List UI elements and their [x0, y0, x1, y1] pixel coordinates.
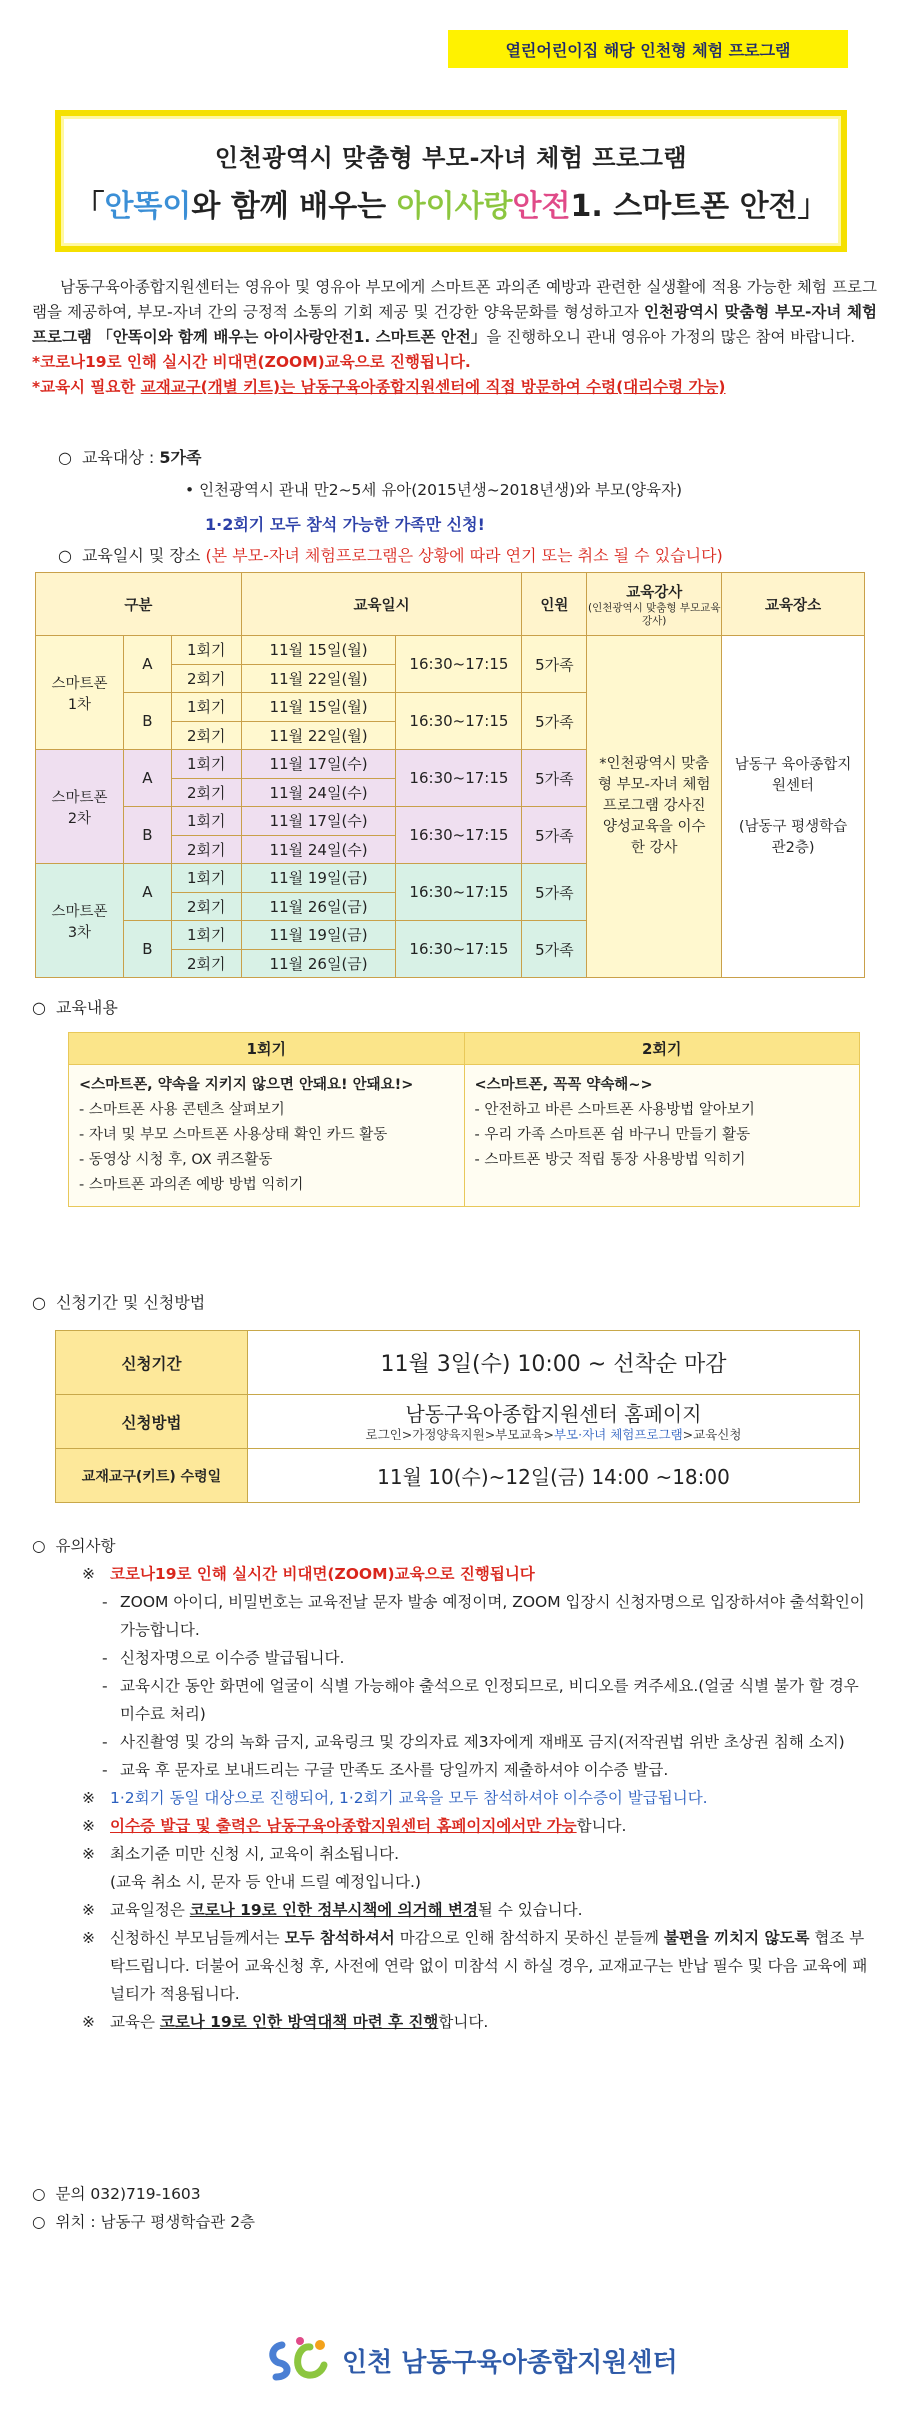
session-cell: 1회기 — [171, 864, 241, 893]
title-part-c: 아이사랑 — [396, 188, 513, 224]
location-cell — [722, 636, 865, 978]
people-cell: 5가족 — [522, 636, 587, 693]
notes-section — [32, 1532, 877, 2036]
note-ref-4-a: 교육일정은 — [110, 1901, 190, 1919]
list-item: - 스마트폰 과의존 예방 방법 익히기 — [79, 1177, 304, 1193]
time-cell: 16:30~17:15 — [396, 921, 522, 978]
title-line1: 인천광역시 맞춤형 부모-자녀 체험 프로그램 — [214, 143, 688, 172]
content-col1 — [69, 1065, 465, 1207]
target-highlight: 1·2회기 모두 참석 가능한 가족만 신청! — [205, 515, 485, 534]
note-ref-3 — [32, 1840, 877, 1896]
class-cell: B — [123, 807, 171, 864]
date-cell: 11월 24일(수) — [241, 778, 396, 807]
header-instructor — [587, 573, 722, 636]
notes-label: 유의사항 — [55, 1537, 116, 1555]
note-ref-4 — [32, 1896, 877, 1924]
apply-label: 신청기간 및 신청방법 — [55, 1293, 206, 1312]
session-cell: 1회기 — [171, 807, 241, 836]
reference-mark-icon: ※ — [82, 1901, 95, 1919]
reference-mark-icon: ※ — [82, 1565, 95, 1583]
group-cell: 스마트폰 1차 — [36, 636, 124, 750]
date-cell: 11월 17일(수) — [241, 807, 396, 836]
note-ref-2-a: 이수증 발급 및 출력은 남동구육아종합지원센터 홈페이지에서만 가능 — [110, 1817, 577, 1835]
header-datetime: 교육일시 — [241, 573, 522, 636]
apply-method-value — [248, 1395, 860, 1449]
people-cell: 5가족 — [522, 807, 587, 864]
note-item: - 교육 후 문자로 보내드리는 구글 만족도 조사를 당일까지 제출하셔야 이수증 발급. — [32, 1756, 877, 1784]
time-cell: 16:30~17:15 — [396, 636, 522, 693]
note-item-text: 교육 후 문자로 보내드리는 구글 만족도 조사를 당일까지 제출하셔야 이수증 발급. — [120, 1761, 669, 1779]
date-cell: 11월 15일(월) — [241, 693, 396, 722]
session-cell: 1회기 — [171, 921, 241, 950]
list-item: - 스마트폰 사용 콘텐츠 살펴보기 — [79, 1102, 285, 1118]
apply-period-value: 11월 3일(수) 10:00 ~ 선착순 마감 — [248, 1331, 860, 1395]
program-badge: 열린어린이집 해당 인천형 체험 프로그램 — [448, 30, 848, 68]
contact-section — [32, 2180, 255, 2236]
date-cell: 11월 26일(금) — [241, 892, 396, 921]
intro-text-a: 남동구육아종합지원센터는 영유아 및 영유아 부모에게 스마트폰 과의존 예방과 관련한 실생활에 적용 가능한 체험 프로그램을 제공하여, 부모-자녀 간의 긍정적 소통의 기회 제공 및 건강한 양육문화를 형성하고자 — [32, 278, 877, 321]
date-cell: 11월 24일(수) — [241, 835, 396, 864]
class-cell: A — [123, 864, 171, 921]
apply-heading — [32, 1290, 205, 1313]
instructor-cell: *인천광역시 맞춤형 부모-자녀 체험 프로그램 강사진 양성교육을 이수한 강사 — [587, 636, 722, 978]
target-value: 5가족 — [159, 448, 202, 467]
class-cell: B — [123, 921, 171, 978]
circle-bullet-icon: ○ — [32, 2185, 46, 2203]
note-zoom — [32, 1560, 877, 1588]
list-item: - 안전하고 바른 스마트폰 사용방법 알아보기 — [474, 1102, 755, 1118]
circle-bullet-icon: ○ — [32, 1293, 46, 1312]
note-item: - 사진촬영 및 강의 녹화 금지, 교육링크 및 강의자료 제3자에게 재배포 금지(저작권법 위반 초상권 침해 소지) — [32, 1728, 877, 1756]
session-cell: 2회기 — [171, 778, 241, 807]
content-col2-header: 2회기 — [464, 1033, 860, 1065]
class-cell: A — [123, 636, 171, 693]
schedule-heading — [58, 543, 723, 566]
note-ref-5-a: 신청하신 부모님들께서는 — [110, 1929, 285, 1947]
class-cell: A — [123, 750, 171, 807]
reference-mark-icon: ※ — [82, 1845, 95, 1863]
path-a: 로그인>가정양육지원>부모교육> — [365, 1426, 554, 1442]
title-part-b: 와 함께 배우는 — [191, 188, 397, 224]
circle-bullet-icon: ○ — [58, 546, 72, 565]
intro-note-kit — [32, 375, 877, 400]
note-item-text: 사진촬영 및 강의 녹화 금지, 교육링크 및 강의자료 제3자에게 재배포 금지(저작권법 위반 초상권 침해 소지) — [120, 1733, 845, 1751]
note-ref-4-b: 코로나 19로 인한 정부시책에 의거해 변경 — [189, 1901, 478, 1919]
content-col1-header: 1회기 — [69, 1033, 465, 1065]
people-cell: 5가족 — [522, 750, 587, 807]
footer — [268, 2330, 678, 2390]
reference-mark-icon: ※ — [82, 1929, 95, 1947]
intro-note-kit-a: *교육시 필요한 — [32, 378, 141, 396]
schedule-label: 교육일시 및 장소 — [81, 546, 201, 565]
note-ref-3-sub: (교육 취소 시, 문자 등 안내 드릴 예정입니다.) — [110, 1873, 421, 1891]
note-item-text: 신청자명으로 이수증 발급됩니다. — [120, 1649, 345, 1667]
title-part-d: 안전 — [512, 188, 571, 224]
group-cell: 스마트폰 3차 — [36, 864, 124, 978]
group-cell: 스마트폰 2차 — [36, 750, 124, 864]
title-bracket-close: 」 — [797, 188, 828, 224]
intro-note-kit-b: 교재교구(개별 키트)는 남동구육아종합지원센터에 직접 방문하여 수령(대리수령 가능) — [140, 378, 726, 396]
list-item: - 동영상 시청 후, OX 퀴즈활동 — [79, 1152, 273, 1168]
target-detail: • 인천광역시 관내 만2~5세 유아(2015년생~2018년생)와 부모(양육자) — [185, 481, 682, 499]
note-item: - ZOOM 아이디, 비밀번호는 교육전날 문자 발송 예정이며, ZOOM 입장시 신청자명으로 입장하셔야 출석확인이 가능합니다. — [32, 1588, 877, 1644]
circle-bullet-icon: ○ — [32, 1537, 46, 1555]
note-ref-6-c: 합니다. — [438, 2013, 489, 2031]
date-cell: 11월 15일(월) — [241, 636, 396, 665]
apply-method-site: 남동구육아종합지원센터 홈페이지 — [405, 1401, 702, 1426]
title-bracket-open: 「 — [74, 188, 105, 224]
note-zoom-text: 코로나19로 인해 실시간 비대면(ZOOM)교육으로 진행됩니다 — [110, 1565, 535, 1583]
session-cell: 2회기 — [171, 721, 241, 750]
intro-paragraph — [32, 275, 877, 350]
session-cell: 1회기 — [171, 636, 241, 665]
date-cell: 11월 19일(금) — [241, 864, 396, 893]
title-box — [55, 110, 847, 252]
apply-period-label: 신청기간 — [56, 1331, 248, 1395]
people-cell: 5가족 — [522, 921, 587, 978]
contact-location-text: 위치 : 남동구 평생학습관 2층 — [55, 2213, 256, 2231]
reference-mark-icon: ※ — [82, 1789, 95, 1807]
time-cell: 16:30~17:15 — [396, 693, 522, 750]
header-location: 교육장소 — [722, 573, 865, 636]
header-instructor-label: 교육강사 — [626, 584, 683, 601]
session-cell: 1회기 — [171, 693, 241, 722]
note-ref-5-d: 불편을 끼치지 않도록 — [663, 1929, 810, 1947]
note-ref-6 — [32, 2008, 877, 2036]
content-heading — [32, 995, 118, 1018]
center-logo-icon — [268, 2335, 332, 2385]
note-ref-2 — [32, 1812, 877, 1840]
notes-heading — [32, 1532, 877, 1560]
intro-section — [32, 275, 877, 400]
path-b: 부모·자녀 체험프로그램 — [553, 1426, 683, 1442]
contact-phone — [32, 2180, 255, 2208]
note-ref-5-b: 모두 참석하셔서 — [284, 1929, 395, 1947]
note-item: - 교육시간 동안 화면에 얼굴이 식별 가능해야 출석으로 인정되므로, 비디오를 켜주세요.(얼굴 식별 불가 할 경우 미수료 처리) — [32, 1672, 877, 1728]
circle-bullet-icon: ○ — [32, 2213, 46, 2231]
time-cell: 16:30~17:15 — [396, 807, 522, 864]
date-cell: 11월 22일(월) — [241, 721, 396, 750]
note-ref-1-text: 1·2회기 동일 대상으로 진행되어, 1·2회기 교육을 모두 참석하셔야 이수증이 발급됩니다. — [110, 1789, 708, 1807]
content-table — [68, 1032, 860, 1207]
date-cell: 11월 19일(금) — [241, 921, 396, 950]
location-detail: (남동구 평생학습관2층) — [738, 818, 848, 856]
reference-mark-icon: ※ — [82, 1817, 95, 1835]
header-instructor-sub: (인천광역시 맞춤형 부모교육 강사) — [587, 601, 721, 627]
note-ref-4-c: 될 수 있습니다. — [477, 1901, 583, 1919]
content-col2 — [464, 1065, 860, 1207]
date-cell: 11월 22일(월) — [241, 664, 396, 693]
session-cell: 1회기 — [171, 750, 241, 779]
session-cell: 2회기 — [171, 664, 241, 693]
note-ref-2-b: 합니다. — [576, 1817, 627, 1835]
note-item-text: 교육시간 동안 화면에 얼굴이 식별 가능해야 출석으로 인정되므로, 비디오를 켜주세요.(얼굴 식별 불가 할 경우 미수료 처리) — [120, 1677, 859, 1723]
class-cell: B — [123, 693, 171, 750]
schedule-note: (본 부모-자녀 체험프로그램은 상황에 따라 연기 또는 취소 될 수 있습니다) — [205, 546, 723, 565]
target-heading — [58, 445, 201, 468]
intro-text-b: 인천광역시 맞춤형 부모-자녀 체험 프로그램 「안똑이와 함께 배우는 아이사랑안전1. 스마트폰 안전」 — [32, 303, 877, 346]
apply-kit-label: 교재교구(키트) 수령일 — [56, 1449, 248, 1503]
location-name: 남동구 육아종합지원센터 — [734, 756, 852, 794]
title-part-e: 1. 스마트폰 안전 — [570, 188, 798, 224]
session-cell: 2회기 — [171, 949, 241, 978]
note-item-text: ZOOM 아이디, 비밀번호는 교육전날 문자 발송 예정이며, ZOOM 입장시 신청자명으로 입장하셔야 출석확인이 가능합니다. — [120, 1593, 865, 1639]
content-col2-title: <스마트폰, 꼭꼭 약속해~> — [474, 1077, 653, 1093]
list-item: - 자녀 및 부모 스마트폰 사용상태 확인 카드 활동 — [79, 1127, 388, 1143]
list-item: - 스마트폰 방긋 적립 통장 사용방법 익히기 — [474, 1152, 746, 1168]
contact-phone-text: 문의 032)719-1603 — [55, 2185, 201, 2203]
apply-kit-value: 11월 10(수)~12일(금) 14:00 ~18:00 — [248, 1449, 860, 1503]
footer-name: 인천 남동구육아종합지원센터 — [342, 2347, 678, 2378]
list-item: - 우리 가족 스마트폰 쉼 바구니 만들기 활동 — [474, 1127, 751, 1143]
header-people: 인원 — [522, 573, 587, 636]
date-cell: 11월 17일(수) — [241, 750, 396, 779]
note-ref-6-a: 교육은 — [110, 2013, 160, 2031]
target-label: 교육대상 : — [81, 448, 160, 467]
circle-bullet-icon: ○ — [32, 998, 46, 1017]
contact-location — [32, 2208, 255, 2236]
time-cell: 16:30~17:15 — [396, 750, 522, 807]
note-item: - 신청자명으로 이수증 발급됩니다. — [32, 1644, 877, 1672]
note-ref-5-e: 협조 부탁드립니다. 더불어 교육신청 후, 사전에 연락 없이 미참석 시 하실 경우, 교재교구는 반납 필수 및 다음 교육에 패널티가 적용됩니다. — [110, 1929, 868, 2003]
header-division: 구분 — [36, 573, 242, 636]
apply-method-label: 신청방법 — [56, 1395, 248, 1449]
path-c: >교육신청 — [682, 1426, 742, 1442]
session-cell: 2회기 — [171, 892, 241, 921]
note-ref-5 — [32, 1924, 877, 2008]
note-ref-3-text: 최소기준 미만 신청 시, 교육이 취소됩니다. — [110, 1845, 400, 1863]
title-line2 — [74, 181, 827, 225]
note-ref-6-b: 코로나 19로 인한 방역대책 마련 후 진행 — [159, 2013, 439, 2031]
title-part-a: 안똑이 — [104, 188, 192, 224]
content-col1-title: <스마트폰, 약속을 지키지 않으면 안돼요! 안돼요!> — [79, 1077, 414, 1093]
apply-method-path — [248, 1427, 859, 1443]
people-cell: 5가족 — [522, 693, 587, 750]
people-cell: 5가족 — [522, 864, 587, 921]
circle-bullet-icon: ○ — [58, 448, 72, 467]
session-cell: 2회기 — [171, 835, 241, 864]
intro-text-c: 을 진행하오니 관내 영유아 가정의 많은 참여 바랍니다. — [486, 328, 856, 346]
apply-table — [55, 1330, 860, 1503]
note-ref-5-c: 마감으로 인해 참석하지 못하신 분들께 — [394, 1929, 664, 1947]
reference-mark-icon: ※ — [82, 2013, 95, 2031]
content-label: 교육내용 — [55, 998, 118, 1017]
time-cell: 16:30~17:15 — [396, 864, 522, 921]
note-ref-1 — [32, 1784, 877, 1812]
schedule-table — [35, 572, 865, 978]
intro-note-zoom: *코로나19로 인해 실시간 비대면(ZOOM)교육으로 진행됩니다. — [32, 353, 471, 371]
date-cell: 11월 26일(금) — [241, 949, 396, 978]
